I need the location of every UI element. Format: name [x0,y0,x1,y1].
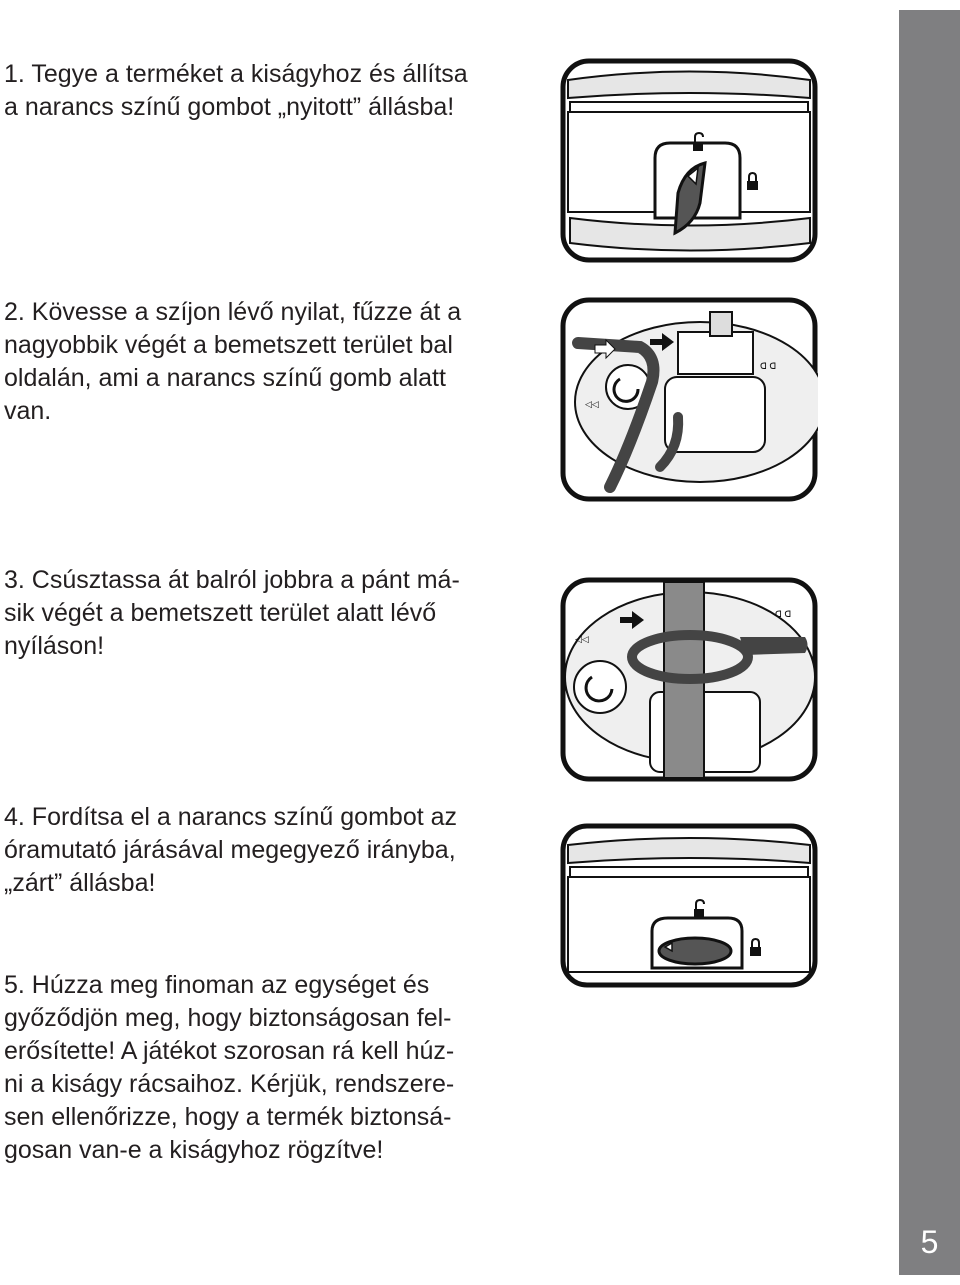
step-5-text: 5. Húzza meg finoman az egységet és győződjön meg, hogy biztonságosan fel- erősítette! A játékot szorosan rá kell húz- ni a kiságy rácsaihoz. Kérjük, rendszere- sen ellenőrizze, hogy a termék biztonsá- gosan van-e a kiságyhoz rögzítve! [4,971,455,1164]
page-sidebar [899,10,960,1275]
illustration-strap-threading [560,297,818,502]
step-4-text: 4. Fordítsa el a narancs színű gombot az óramutató járásával megegyező irányba, „zárt” állásba! [4,803,458,897]
svg-text:◁◁: ◁◁ [575,634,589,644]
svg-text:ᗡ ᗡ: ᗡ ᗡ [775,609,792,619]
svg-text:ᗡ ᗡ: ᗡ ᗡ [760,361,777,371]
step-1-text: 1. Tegye a terméket a kiságyhoz és állítsa a narancs színű gombot „nyitott” állásba! [4,60,468,121]
illustration-knob-locked [560,823,818,988]
step-3-text: 3. Csúsztassa át balról jobbra a pánt má- sik végét a bemetszett terület alatt lévő nyíláson! [4,566,460,660]
illustration-strap-slide [560,577,818,782]
page-number: 5 [920,1224,939,1260]
svg-text:◁◁: ◁◁ [585,399,599,409]
step-2-text: 2. Kövesse a szíjon lévő nyilat, fűzze át a nagyobbik végét a bemetszett terület bal oldalán, ami a narancs színű gomb alatt van. [4,298,462,425]
illustration-knob-open [560,58,818,263]
